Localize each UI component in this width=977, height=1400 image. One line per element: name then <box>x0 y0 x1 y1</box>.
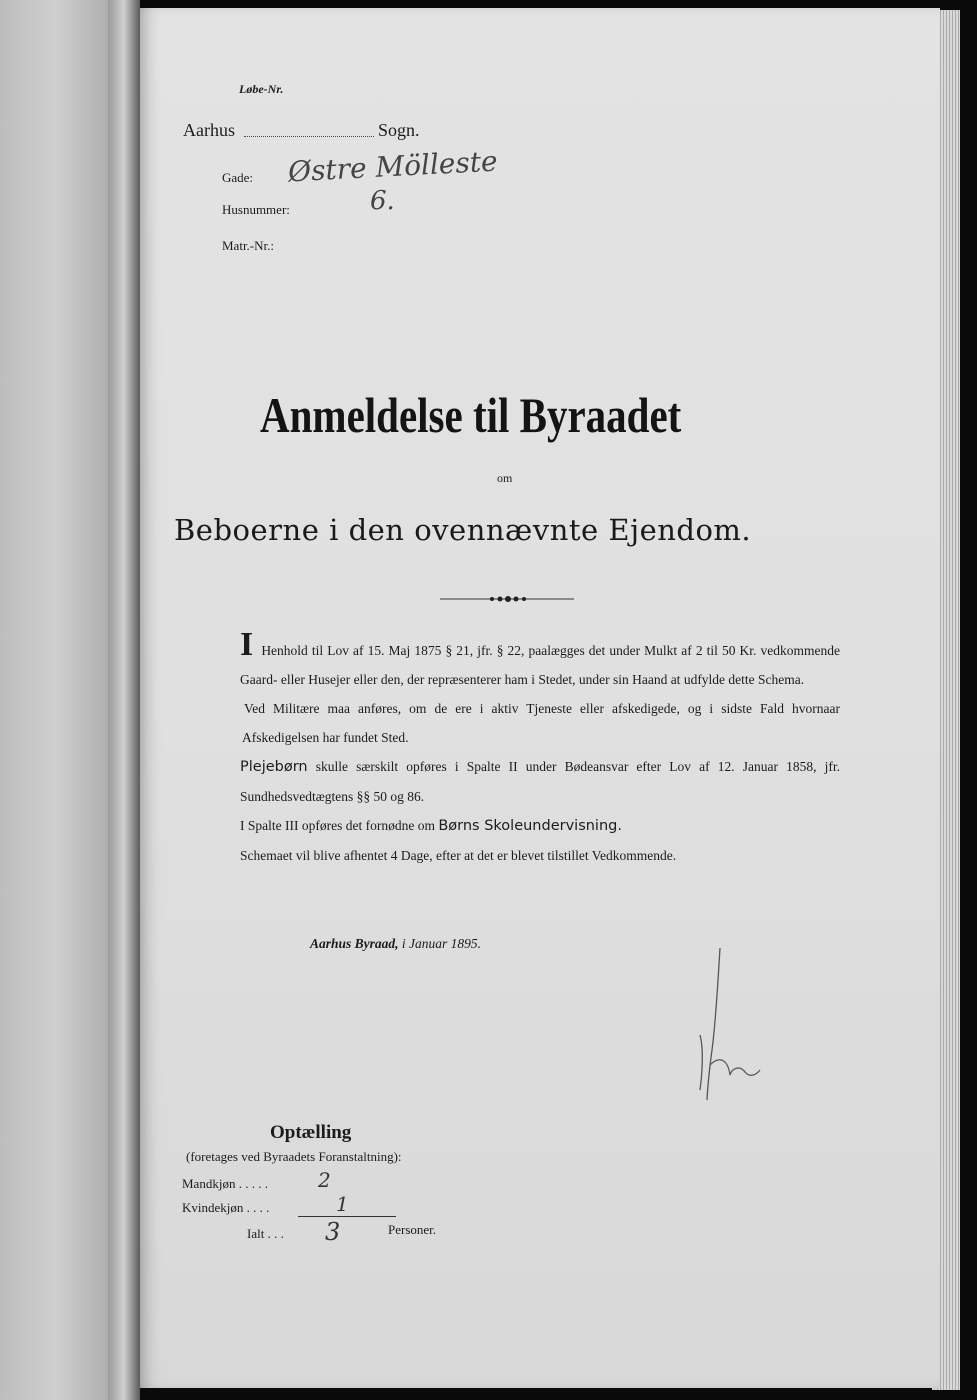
page-fold <box>108 0 140 1400</box>
count-heading: Optælling <box>270 1122 352 1143</box>
drop-cap: I <box>240 626 254 663</box>
total-rule <box>298 1216 396 1217</box>
instruction-paragraph-4 <box>240 811 840 841</box>
page-subtitle: Beboerne i den ovennævnte Ejendom. <box>174 513 752 547</box>
issuer-date: i Januar 1895. <box>401 936 482 951</box>
issuer-line <box>310 936 481 952</box>
previous-page-edge <box>0 0 140 1400</box>
male-value: 2 <box>318 1168 331 1192</box>
matr-nr-label: Matr.-Nr.: <box>222 238 274 253</box>
male-label: Mandkjøn . . . . . <box>182 1176 268 1191</box>
parish-suffix: Sogn. <box>378 120 420 140</box>
plejeborn-emphasis: Plejebørn <box>240 759 308 775</box>
instruction-paragraph-5 <box>240 841 840 870</box>
instruction-paragraph-4-text: I Spalte III opføres det fornødne om <box>240 818 435 833</box>
street-value: Østre Mölleste <box>287 144 499 189</box>
total-value: 3 <box>325 1218 341 1246</box>
instruction-paragraph-2-text: Ved Militære maa anføres, om de ere i aktiv Tjeneste eller afskedigede, og i sidste Fald hvornaar Afskedigelsen har fundet Sted. <box>242 701 840 745</box>
house-number-value: 6. <box>370 186 395 216</box>
instructions-block <box>240 626 840 870</box>
parish-fill-line <box>244 136 374 137</box>
handwritten-signature <box>690 940 770 1110</box>
instruction-paragraph-2 <box>240 694 840 752</box>
street-label: Gade: <box>222 170 254 185</box>
issuer-place: Aarhus Byraad, <box>310 936 399 951</box>
ornament-divider <box>440 592 574 606</box>
instruction-paragraph-1-text: Henhold til Lov af 15. Maj 1875 § 21, jfr. § 22, paalægges det under Mulkt af 2 til 50 Kr. vedkommende Gaard- eller Husejer eller den, der repræsenterer ham i Stedet, under sin Haand at udfylde dette Schema. <box>240 643 840 687</box>
female-label: Kvindekjøn . . . . <box>182 1200 270 1215</box>
total-unit: Personer. <box>388 1222 437 1237</box>
loebe-nr-label: Løbe-Nr. <box>239 82 284 96</box>
female-value: 1 <box>336 1192 349 1216</box>
title-connector: om <box>497 471 513 485</box>
instruction-paragraph-5-text: Schemaet vil blive afhentet 4 Dage, efter at det er blevet tilstillet Vedkommende. <box>240 848 677 863</box>
page-title: Anmeldelse til Byraadet <box>260 387 682 443</box>
parish-prefix: Aarhus <box>183 120 235 140</box>
school-emphasis: Børns Skoleundervisning. <box>438 818 622 834</box>
count-note: (foretages ved Byraadets Foranstaltning): <box>186 1149 402 1164</box>
instruction-paragraph-1 <box>240 626 840 694</box>
house-number-label: Husnummer: <box>222 202 290 217</box>
instruction-paragraph-3-text: skulle særskilt opføres i Spalte II under Bødeansvar efter Lov af 12. Januar 1858, jfr. Sundhedsvedtægtens §§ 50 og 86. <box>240 759 840 804</box>
instruction-paragraph-3 <box>240 752 840 811</box>
total-label: Ialt . . . <box>247 1226 284 1241</box>
